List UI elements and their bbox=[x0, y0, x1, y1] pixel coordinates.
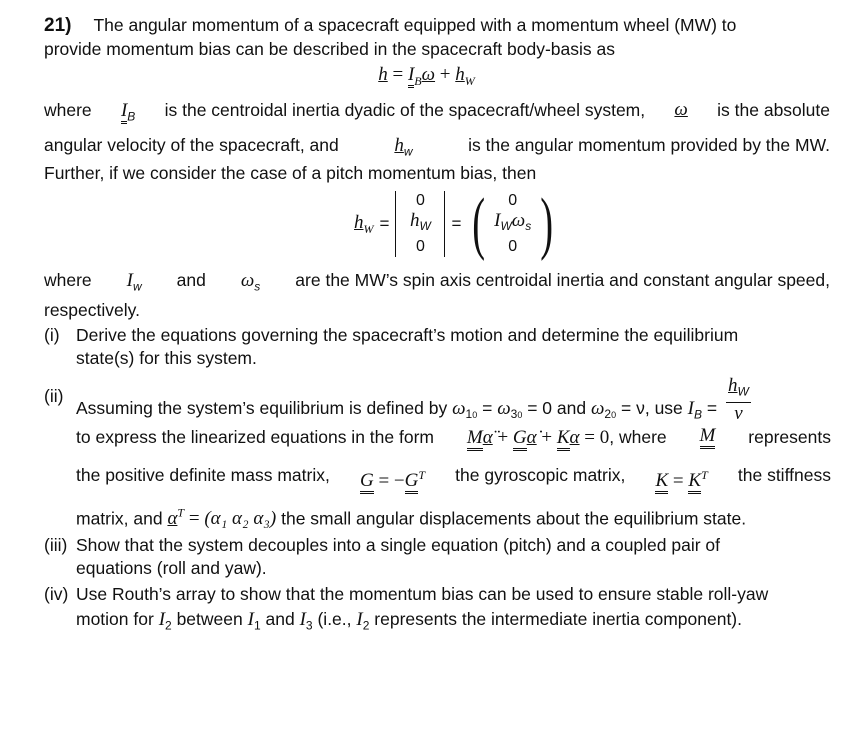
ii-and: and bbox=[556, 397, 587, 418]
where-inertia-sub: B bbox=[127, 109, 136, 124]
ii-eq-a: = bbox=[482, 397, 493, 418]
ii-IB: I bbox=[687, 397, 694, 419]
iv-I3-sub: 3 bbox=[305, 618, 313, 633]
ii-w30-sub: 3 bbox=[510, 407, 518, 422]
ii-l3-T: T bbox=[418, 468, 426, 482]
right-paren: ) bbox=[539, 185, 553, 262]
iv-I2b: I bbox=[356, 609, 363, 630]
ii-alpha-d: α̇ bbox=[526, 427, 537, 448]
question-number: 21) bbox=[44, 15, 72, 36]
angvel-text-b: is the angular momentum provided by the MW. bbox=[468, 135, 830, 155]
where2-and: and bbox=[176, 270, 206, 290]
angvel-h: h bbox=[394, 135, 404, 156]
intro-text-1: The angular momentum of a spacecraft equipped with a momentum wheel (MW) to bbox=[93, 15, 737, 35]
ii-alpha: α bbox=[569, 427, 580, 448]
ii-l3-a: the positive definite mass matrix, bbox=[76, 465, 330, 485]
v2-bottom: 0 bbox=[508, 238, 518, 255]
v2-mid-omega: ω bbox=[511, 210, 526, 232]
intro-line-1 bbox=[44, 14, 853, 37]
ii-l3-K: K bbox=[655, 470, 668, 494]
item-ii-line-1: Assuming the system’s equilibrium is defined by $\omega_{10} = \omega_{30} = 0$ and $\omega_{20} = \nu$, use $I_B$ = $\frac{h_W}{\nu}$ bbox=[76, 375, 749, 424]
angvel-text-a: angular velocity of the spacecraft, and bbox=[44, 135, 339, 155]
ii-l2-a: to express the linearized equations in the form bbox=[76, 427, 434, 447]
ii-l4-vec: (α₁ α₂ α₃) bbox=[204, 508, 277, 530]
v1-bottom: 0 bbox=[415, 238, 425, 255]
ii-eq-c: = ν bbox=[621, 397, 645, 418]
eq-inertia-sub: B bbox=[414, 73, 422, 88]
where-inertia: I bbox=[121, 100, 127, 124]
iv-l2-d: (i.e., bbox=[317, 609, 352, 629]
ii-frac-den: ν bbox=[734, 402, 743, 424]
ii-l2-c: represents bbox=[748, 427, 831, 447]
left-paren: ( bbox=[472, 185, 486, 262]
v2-top: 0 bbox=[508, 192, 518, 209]
where2-I: I bbox=[126, 270, 133, 291]
where-line-2 bbox=[44, 269, 853, 298]
ii-l3-T2: T bbox=[701, 468, 708, 482]
ii-eq-b: = 0 bbox=[527, 397, 553, 418]
where2-I-sub: w bbox=[133, 279, 142, 294]
ii-plus2: + bbox=[541, 427, 553, 448]
eq-equals: = bbox=[392, 64, 404, 85]
item-i-label: (i) bbox=[44, 325, 60, 345]
iv-I2b-sub: 2 bbox=[362, 618, 370, 633]
item-iv-line-1: Use Routh’s array to show that the momentum bias can be used to ensure stable roll-yaw bbox=[76, 584, 769, 604]
eq-plus: + bbox=[439, 64, 451, 85]
ii-l2-b: , where bbox=[609, 427, 667, 447]
angvel-h-sub: w bbox=[403, 144, 413, 159]
further-line: Further, if we consider the case of a pitch momentum bias, then bbox=[44, 163, 537, 183]
iv-l2-b: between bbox=[176, 609, 243, 629]
intro-line-2: provide momentum bias can be described in the spacecraft body-basis as bbox=[44, 39, 615, 59]
item-iv-line-2 bbox=[76, 608, 853, 637]
eq-inertia: I bbox=[408, 64, 414, 88]
ii-K: K bbox=[557, 427, 570, 451]
eq-hw-sub: W bbox=[464, 73, 475, 88]
ii-eq0: = 0 bbox=[584, 427, 610, 448]
vector-1 bbox=[395, 191, 445, 257]
ii-plus1: + bbox=[497, 427, 509, 448]
ii-fraction bbox=[726, 375, 751, 424]
item-iii-line-2: equations (roll and yaw). bbox=[76, 558, 267, 578]
ii-w30: ω bbox=[497, 397, 511, 419]
ii-frac-num-sub: W bbox=[737, 384, 749, 399]
item-i-line-1: Derive the equations governing the spacecraft’s motion and determine the equilibrium bbox=[76, 325, 739, 345]
where2-desc: are the MW’s spin axis centroidal inertia and constant angular speed, bbox=[295, 270, 830, 290]
item-ii-line-3 bbox=[76, 464, 853, 492]
angvel-line bbox=[44, 134, 853, 163]
iv-I1: I bbox=[247, 609, 254, 630]
item-iv-label: (iv) bbox=[44, 584, 69, 604]
eq-h: h bbox=[378, 64, 388, 85]
iv-I1-sub: 1 bbox=[253, 618, 261, 633]
ii-l4-T: T bbox=[177, 506, 185, 520]
where-word: where bbox=[44, 100, 92, 120]
ii-l2-M: M bbox=[700, 426, 716, 449]
where2-word: where bbox=[44, 270, 92, 290]
ii-w10: ω bbox=[452, 397, 466, 419]
ii-IB-sub: B bbox=[694, 407, 703, 422]
respectively-line: respectively. bbox=[44, 300, 140, 320]
matrix-eq1: = bbox=[379, 214, 390, 233]
eq-omega: ω bbox=[421, 64, 436, 85]
ii-l3-G: G bbox=[360, 470, 374, 494]
vector-2 bbox=[491, 191, 535, 257]
v1-top: 0 bbox=[415, 192, 425, 209]
matrix-eq2: = bbox=[451, 214, 462, 233]
ii-w20-sub: 2 bbox=[604, 407, 612, 422]
iv-l2-c: and bbox=[265, 609, 295, 629]
ii-use: , use bbox=[644, 397, 683, 418]
v2-mid-I: I bbox=[494, 210, 501, 232]
item-iii-line-1: Show that the system decouples into a single equation (pitch) and a coupled pair of bbox=[76, 535, 721, 555]
v1-mid: h bbox=[410, 210, 420, 232]
ii-eq-d: = bbox=[706, 397, 718, 418]
ii-G: G bbox=[513, 427, 527, 451]
main-equation bbox=[0, 64, 853, 89]
where-abs: is the absolute bbox=[717, 100, 830, 120]
ii-l3-eq: = − bbox=[378, 470, 405, 492]
item-ii-line-4 bbox=[76, 502, 853, 530]
where-omega: ω bbox=[674, 99, 688, 120]
ii-alpha-dd: α̈ bbox=[482, 427, 493, 448]
ii-assume: Assuming the system’s equilibrium is defined by bbox=[76, 397, 448, 418]
item-i-line-2: state(s) for this system. bbox=[76, 348, 257, 368]
ii-l3-eq2: = bbox=[672, 470, 684, 492]
matrix-lhs-sub: W bbox=[363, 221, 374, 236]
eq-hw: h bbox=[455, 64, 465, 85]
iv-l2-a: motion for bbox=[76, 609, 154, 629]
matrix-equation bbox=[354, 186, 558, 262]
ii-l3-b: the gyroscopic matrix, bbox=[455, 465, 626, 485]
ii-frac-num: h bbox=[728, 375, 738, 396]
v2-mid-sub1: W bbox=[500, 219, 512, 234]
ii-l4-eq: = bbox=[188, 508, 200, 530]
where-desc: is the centroidal inertia dyadic of the spacecraft/wheel system, bbox=[164, 100, 646, 120]
ii-w10-sub: 1 bbox=[465, 407, 473, 422]
item-ii-line-2 bbox=[76, 426, 853, 449]
item-ii-label: (ii) bbox=[44, 386, 64, 406]
item-iii-label: (iii) bbox=[44, 535, 68, 555]
iv-I3: I bbox=[299, 609, 306, 630]
ii-w20: ω bbox=[591, 397, 605, 419]
ii-l3-K2: K bbox=[688, 470, 701, 494]
ii-l4-alpha: α bbox=[167, 508, 178, 530]
ii-l3-G2: G bbox=[405, 470, 419, 494]
v2-mid-sub2: s bbox=[525, 219, 532, 234]
ii-l3-c: the stiffness bbox=[737, 465, 831, 485]
where-line-1 bbox=[44, 99, 853, 128]
where2-omega: ω bbox=[240, 270, 255, 291]
iv-I2-sub: 2 bbox=[165, 618, 172, 633]
ii-M: M bbox=[467, 427, 483, 451]
iv-I2: I bbox=[158, 609, 166, 630]
iv-l2-e: represents the intermediate inertia component). bbox=[374, 609, 742, 629]
ii-l4-a: matrix, and bbox=[76, 508, 163, 529]
v1-mid-sub: W bbox=[419, 219, 431, 234]
ii-l4-b: the small angular displacements about the equilibrium state. bbox=[281, 508, 747, 529]
where2-omega-sub: s bbox=[254, 279, 261, 294]
matrix-lhs: h bbox=[354, 211, 364, 233]
